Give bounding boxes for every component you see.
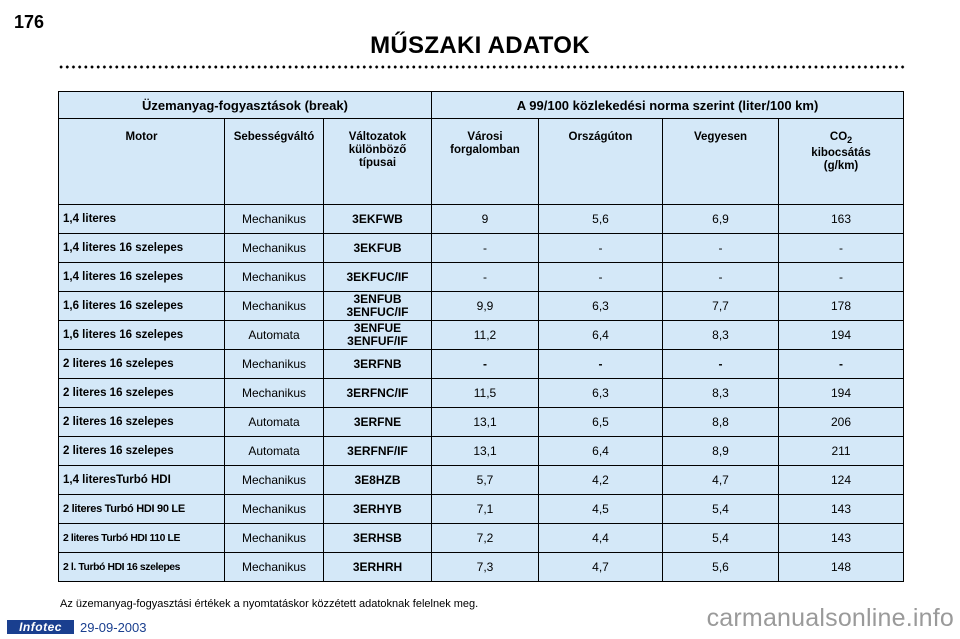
cell-motor: 2 literes Turbó HDI 90 LE — [59, 495, 225, 524]
cell-road: - — [539, 350, 663, 379]
table-top-header — [59, 92, 904, 119]
table-row — [59, 495, 904, 524]
cell-mixed: 8,8 — [663, 408, 779, 437]
cell-variant — [324, 495, 432, 524]
cell-co2: 194 — [779, 379, 904, 408]
cell-variant — [324, 553, 432, 582]
cell-motor: 1,4 literesTurbó HDI — [59, 466, 225, 495]
cell-motor: 2 literes 16 szelepes — [59, 379, 225, 408]
cell-city: - — [432, 234, 539, 263]
watermark: carmanualsonline.info — [706, 604, 954, 632]
cell-city: - — [432, 263, 539, 292]
cell-motor: 2 literes Turbó HDI 110 LE — [59, 524, 225, 553]
col-header-city-line2: forgalomban — [450, 144, 520, 156]
cell-road: 6,3 — [539, 379, 663, 408]
cell-road: 6,4 — [539, 437, 663, 466]
variant-line: 3ERFNB — [353, 356, 402, 371]
cell-gearbox: Mechanikus — [225, 379, 324, 408]
co2-subscript: 2 — [847, 135, 853, 145]
cell-mixed: 8,9 — [663, 437, 779, 466]
cell-mixed: 6,9 — [663, 205, 779, 234]
cell-gearbox: Mechanikus — [225, 466, 324, 495]
col-header-city-line1: Városi — [467, 131, 503, 143]
cell-motor: 1,4 literes 16 szelepes — [59, 263, 225, 292]
cell-gearbox: Mechanikus — [225, 350, 324, 379]
table-row — [59, 379, 904, 408]
cell-co2: 163 — [779, 205, 904, 234]
variant-line: 3E8HZB — [354, 472, 401, 487]
variant-line: 3ENFUB — [353, 292, 402, 306]
cell-city: 13,1 — [432, 437, 539, 466]
col-header-co2-line1 — [779, 131, 903, 147]
cell-city: 11,2 — [432, 321, 539, 350]
cell-road: 6,3 — [539, 292, 663, 321]
cell-mixed: 7,7 — [663, 292, 779, 321]
cell-road: 6,5 — [539, 408, 663, 437]
cell-road: 6,4 — [539, 321, 663, 350]
cell-variant — [324, 321, 432, 350]
cell-co2: - — [779, 234, 904, 263]
cell-gearbox: Automata — [225, 437, 324, 466]
cell-co2: 178 — [779, 292, 904, 321]
cell-city: 7,1 — [432, 495, 539, 524]
col-header-co2 — [779, 119, 904, 205]
col-header-co2-line2: kibocsátás — [811, 147, 871, 159]
variant-line: 3ERFNF/IF — [347, 443, 408, 458]
cell-motor: 2 literes 16 szelepes — [59, 350, 225, 379]
variant-line: 3EKFUC/IF — [346, 269, 409, 284]
cell-gearbox: Automata — [225, 321, 324, 350]
cell-city: 7,3 — [432, 553, 539, 582]
cell-motor: 1,6 literes 16 szelepes — [59, 292, 225, 321]
cell-co2: 124 — [779, 466, 904, 495]
table-column-headers — [59, 119, 904, 205]
cell-mixed: 8,3 — [663, 379, 779, 408]
cell-mixed: 5,6 — [663, 553, 779, 582]
cell-co2: 206 — [779, 408, 904, 437]
variant-line: 3ENFUC/IF — [346, 305, 409, 319]
cell-gearbox: Mechanikus — [225, 553, 324, 582]
cell-co2: 143 — [779, 495, 904, 524]
cell-mixed: 5,4 — [663, 524, 779, 553]
col-header-variants-line2: különböző — [348, 144, 407, 156]
table-row — [59, 553, 904, 582]
col-header-mixed: Vegyesen — [663, 119, 779, 205]
cell-co2: 148 — [779, 553, 904, 582]
cell-co2: - — [779, 263, 904, 292]
cell-road: 4,2 — [539, 466, 663, 495]
dotted-divider — [58, 63, 906, 71]
cell-variant — [324, 524, 432, 553]
col-header-motor: Motor — [59, 119, 225, 205]
table-row — [59, 263, 904, 292]
cell-mixed: 4,7 — [663, 466, 779, 495]
variant-line: 3ERHYB — [353, 501, 402, 516]
cell-gearbox: Mechanikus — [225, 495, 324, 524]
variant-line: 3ERFNC/IF — [346, 385, 409, 400]
page-title: MŰSZAKI ADATOK — [370, 32, 590, 59]
page-number: 176 — [14, 12, 45, 32]
cell-variant — [324, 437, 432, 466]
variant-line: 3ERHSB — [353, 530, 402, 545]
cell-road: 5,6 — [539, 205, 663, 234]
cell-city: 11,5 — [432, 379, 539, 408]
table-row — [59, 350, 904, 379]
cell-motor: 1,4 literes 16 szelepes — [59, 234, 225, 263]
cell-gearbox: Mechanikus — [225, 205, 324, 234]
variant-line: 3ERHRH — [352, 559, 403, 574]
cell-gearbox: Mechanikus — [225, 292, 324, 321]
col-header-gearbox: Sebességváltó — [225, 119, 324, 205]
cell-variant — [324, 263, 432, 292]
table-row — [59, 234, 904, 263]
cell-motor: 2 literes 16 szelepes — [59, 437, 225, 466]
cell-motor: 1,4 literes — [59, 205, 225, 234]
table-row — [59, 321, 904, 350]
table-row — [59, 437, 904, 466]
cell-mixed: - — [663, 263, 779, 292]
cell-road: 4,4 — [539, 524, 663, 553]
col-header-road: Országúton — [539, 119, 663, 205]
cell-variant — [324, 350, 432, 379]
cell-city: - — [432, 350, 539, 379]
cell-gearbox: Mechanikus — [225, 524, 324, 553]
col-header-variants-line3: típusai — [358, 157, 397, 169]
co2-label: CO — [829, 131, 848, 143]
cell-city: 13,1 — [432, 408, 539, 437]
variant-line: 3EKFUB — [353, 240, 402, 255]
fuel-consumption-table — [58, 91, 904, 582]
col-header-co2-line3: (g/km) — [823, 160, 859, 172]
cell-road: - — [539, 263, 663, 292]
header-norm: A 99/100 közlekedési norma szerint (liter/100 km) — [432, 92, 904, 119]
col-header-city — [432, 119, 539, 205]
cell-road: - — [539, 234, 663, 263]
cell-motor: 1,6 literes 16 szelepes — [59, 321, 225, 350]
table-row — [59, 205, 904, 234]
table-row — [59, 524, 904, 553]
cell-variant — [324, 466, 432, 495]
variant-line: 3ERFNE — [353, 414, 402, 429]
cell-gearbox: Mechanikus — [225, 263, 324, 292]
cell-mixed: - — [663, 350, 779, 379]
infotec-logo: Infotec — [7, 620, 74, 634]
header-fuel-consumption: Üzemanyag-fogyasztások (break) — [59, 92, 432, 119]
variant-line: 3ENFUE — [353, 321, 402, 335]
table-row — [59, 408, 904, 437]
cell-mixed: - — [663, 234, 779, 263]
cell-co2: 211 — [779, 437, 904, 466]
cell-city: 9,9 — [432, 292, 539, 321]
cell-variant — [324, 205, 432, 234]
cell-road: 4,7 — [539, 553, 663, 582]
cell-mixed: 5,4 — [663, 495, 779, 524]
cell-co2: - — [779, 350, 904, 379]
col-header-variants-line1: Változatok — [348, 131, 407, 143]
col-header-variants — [324, 119, 432, 205]
cell-co2: 194 — [779, 321, 904, 350]
cell-mixed: 8,3 — [663, 321, 779, 350]
print-date: 29-09-2003 — [80, 620, 147, 635]
cell-road: 4,5 — [539, 495, 663, 524]
cell-city: 5,7 — [432, 466, 539, 495]
table-row — [59, 292, 904, 321]
cell-co2: 143 — [779, 524, 904, 553]
cell-gearbox: Mechanikus — [225, 234, 324, 263]
cell-variant — [324, 379, 432, 408]
table-row — [59, 466, 904, 495]
cell-city: 7,2 — [432, 524, 539, 553]
variant-line: 3ENFUF/IF — [347, 334, 408, 348]
cell-variant — [324, 292, 432, 321]
cell-variant — [324, 408, 432, 437]
variant-line: 3EKFWB — [352, 211, 403, 226]
cell-variant — [324, 234, 432, 263]
cell-motor: 2 literes 16 szelepes — [59, 408, 225, 437]
cell-city: 9 — [432, 205, 539, 234]
footnote: Az üzemanyag-fogyasztási értékek a nyomtatáskor közzétett adatoknak felelnek meg. — [60, 598, 479, 610]
cell-gearbox: Automata — [225, 408, 324, 437]
cell-motor: 2 l. Turbó HDI 16 szelepes — [59, 553, 225, 582]
